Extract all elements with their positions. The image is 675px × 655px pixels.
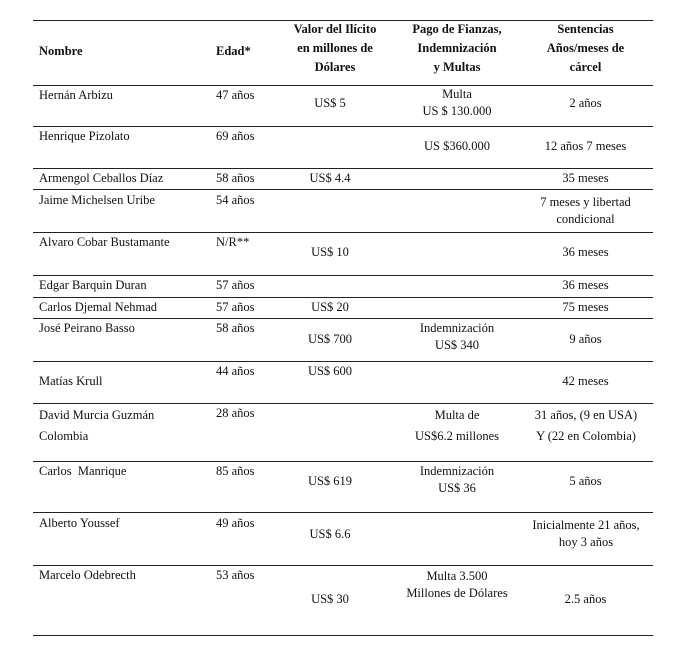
cell-nombre: Marcelo Odebrecth [39, 568, 136, 582]
cell-pago [393, 405, 521, 447]
cell-sentencia: 12 años 7 meses [544, 139, 627, 153]
cell-sentencia: 5 años [569, 474, 602, 488]
cell-valor: US$ 600 [307, 364, 353, 378]
cell-sentencia [521, 517, 651, 551]
header-sentencias-line: Años/meses de [546, 41, 625, 55]
cell-sentencia: 35 meses [562, 171, 609, 185]
cell-valor: US$ 619 [307, 474, 353, 488]
cell-nombre: Henrique Pizolato [39, 129, 130, 143]
cell-valor: US$ 4.4 [309, 171, 351, 185]
cell-pago-line: US $ 130.000 [422, 104, 492, 118]
cell-edad: 47 años [216, 88, 255, 102]
cell-pago-line: Multa de [434, 408, 480, 422]
row-rule [33, 189, 653, 190]
header-sentencias [523, 20, 648, 77]
row-rule [33, 297, 653, 298]
cell-pago [393, 568, 521, 602]
cell-valor: US$ 10 [311, 245, 349, 259]
cell-nombre: Edgar Barquin Duran [39, 278, 147, 292]
cell-nombre: José Peirano Basso [39, 321, 135, 335]
header-valor [275, 20, 395, 77]
cell-sentencia: 9 años [569, 332, 602, 346]
header-sentencias-line: Sentencias [557, 22, 614, 36]
cell-edad: 57 años [216, 300, 255, 314]
cell-sentencia: 36 meses [562, 278, 609, 292]
cell-nombre: Carlos Djemal Nehmad [39, 300, 158, 314]
cell-sentencia: 36 meses [562, 245, 609, 259]
header-pago [393, 20, 521, 77]
cell-edad: 58 años [216, 171, 255, 185]
sentences-table [33, 20, 653, 636]
cell-pago-line: Indemnización [419, 464, 495, 478]
header-pago-line: Pago de Fianzas, [412, 22, 502, 36]
cell-edad: 54 años [216, 193, 255, 207]
row-rule [33, 361, 653, 362]
cell-pago-line: Multa [442, 87, 472, 101]
header-valor-line: Dólares [314, 60, 356, 74]
table-bottom-rule [33, 635, 653, 636]
cell-nombre: Hernán Arbizu [39, 88, 113, 102]
header-valor-line: en millones de [297, 41, 373, 55]
cell-sentencia: 42 meses [562, 374, 609, 388]
cell-pago [393, 86, 521, 120]
cell-pago [393, 463, 521, 497]
cell-sentencia: 2 años [569, 96, 602, 110]
row-rule [33, 126, 653, 127]
cell-edad: 44 años [216, 364, 255, 378]
cell-nombre: Alberto Youssef [39, 516, 120, 530]
cell-sentencia-line: Inicialmente 21 años, [532, 518, 640, 532]
row-rule [33, 512, 653, 513]
cell-pago-line: Indemnización [419, 321, 495, 335]
cell-sentencia-line: 31 años, (9 en USA) [534, 408, 638, 422]
header-rule [33, 85, 653, 86]
row-rule [33, 275, 653, 276]
cell-sentencia [521, 405, 651, 447]
cell-edad: 49 años [216, 516, 255, 530]
cell-edad: 57 años [216, 278, 255, 292]
cell-edad: 69 años [216, 129, 255, 143]
cell-pago [393, 320, 521, 354]
row-rule [33, 168, 653, 169]
cell-edad: 58 años [216, 321, 255, 335]
header-edad: Edad* [216, 44, 251, 58]
cell-pago-line: Millones de Dólares [406, 586, 508, 600]
cell-sentencia-line: 7 meses y libertad [540, 195, 631, 209]
row-rule [33, 403, 653, 404]
cell-valor: US$ 20 [311, 300, 349, 314]
row-rule [33, 565, 653, 566]
cell-edad: 28 años [216, 406, 255, 420]
cell-nombre: Jaime Michelsen Uribe [39, 193, 155, 207]
cell-sentencia-line: Y (22 en Colombia) [536, 429, 636, 443]
header-pago-line: y Multas [433, 60, 481, 74]
cell-edad: 85 años [216, 464, 255, 478]
row-rule [33, 461, 653, 462]
cell-valor: US$ 30 [311, 592, 349, 606]
cell-sentencia: 2.5 años [564, 592, 607, 606]
cell-pago: US $360.000 [424, 139, 490, 153]
cell-nombre: Matías Krull [39, 374, 103, 388]
cell-sentencia-line: condicional [556, 212, 615, 226]
cell-sentencia: 75 meses [562, 300, 609, 314]
cell-pago-line: US$ 340 [434, 338, 480, 352]
header-nombre: Nombre [39, 44, 83, 58]
row-rule [33, 232, 653, 233]
cell-nombre-line: Colombia [39, 429, 89, 443]
cell-valor: US$ 5 [314, 96, 346, 110]
header-valor-line: Valor del Ilícito [293, 22, 377, 36]
cell-pago-line: US$ 36 [438, 481, 476, 495]
cell-nombre [39, 405, 154, 447]
cell-sentencia-line: hoy 3 años [558, 535, 614, 549]
header-pago-line: Indemnización [417, 41, 497, 55]
cell-sentencia [523, 194, 648, 228]
cell-valor: US$ 700 [307, 332, 353, 346]
cell-valor: US$ 6.6 [309, 527, 351, 541]
cell-pago-line: Multa 3.500 [426, 569, 488, 583]
cell-edad: 53 años [216, 568, 255, 582]
header-sentencias-line: cárcel [569, 60, 602, 74]
cell-nombre: Alvaro Cobar Bustamante [39, 235, 170, 249]
row-rule [33, 318, 653, 319]
cell-nombre-line: David Murcia Guzmán [39, 408, 155, 422]
cell-edad: N/R** [216, 235, 250, 249]
cell-nombre: Armengol Ceballos Díaz [39, 171, 164, 185]
cell-nombre: Carlos Manrique [39, 464, 127, 478]
cell-pago-line: US$6.2 millones [414, 429, 500, 443]
